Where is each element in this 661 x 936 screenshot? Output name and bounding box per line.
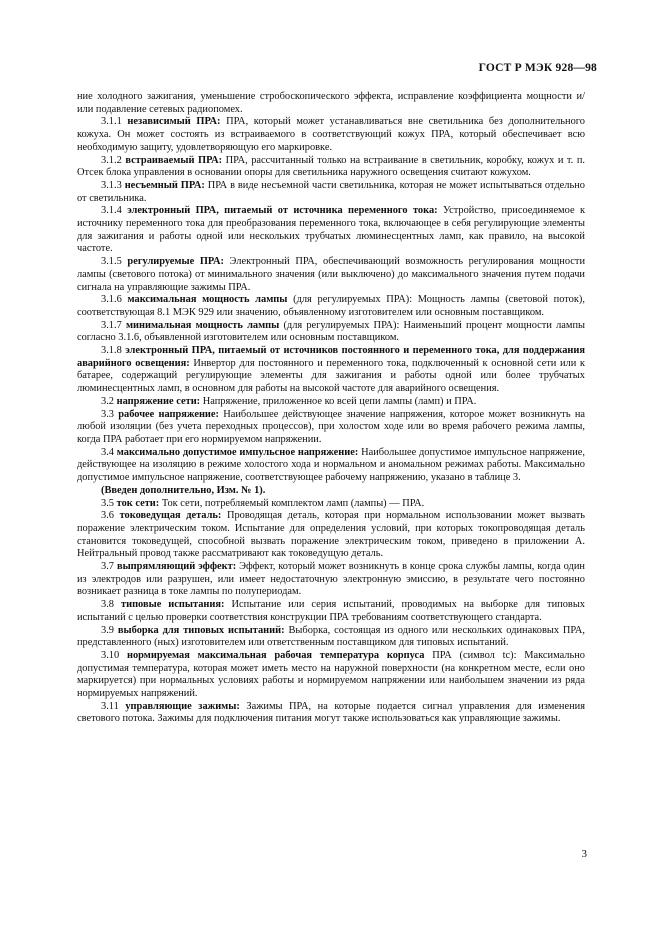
clause-number: 3.11 xyxy=(101,700,119,712)
paragraph-3-4 xyxy=(77,447,585,485)
paragraph-text: Устройство, присоединяемое к источнику переменного тока для преобразования переменного тока, включающее в себя регулирующие элементы для зажигания и работы одной или нескольких трубчатых люминесцентных ламп, как правило, на высокой частоте. xyxy=(77,205,585,255)
paragraph-3-11 xyxy=(77,701,585,726)
clause-number: 3.1.3 xyxy=(101,179,122,191)
paragraph-text: Инвертор для постоянного и переменного тока, подключенный к основной сети или к батарее, содержащий регулирующие элементы для зажигания и работы одной или более трубчатых люминесцентных ламп, в основном для работы на высокой частоте для аварийного освещения. xyxy=(77,357,585,395)
paragraph-3-1-4 xyxy=(77,205,585,256)
clause-number: 3.1.5 xyxy=(101,256,122,268)
paragraph-3-1-6 xyxy=(77,294,585,319)
paragraph-text: Ток сети, потребляемый комплектом ламп (лампы) — ПРА. xyxy=(161,497,425,509)
document-body xyxy=(77,91,585,726)
clause-number: 3.2 xyxy=(101,395,114,407)
paragraph-text: Зажимы ПРА, на которые подается сигнал управления для изменения светового потока. Зажимы для подключения питания могут также использоваться как управляющие зажимы. xyxy=(77,700,585,725)
paragraph-3-3 xyxy=(77,409,585,447)
term: типовые испытания: xyxy=(120,599,225,611)
paragraph-text: ние холодного зажигания, уменьшение стробоскопического эффекта, исправление коэффициента мощности и/ или подавление сетевых радиопомех. xyxy=(77,91,585,115)
term: выпрямляющий эффект: xyxy=(116,561,237,573)
term: нормируемая максимальная рабочая температура корпуса xyxy=(127,649,425,661)
paragraph-text: Эффект, который может возникнуть в конце срока службы лампы, когда один из электродов или разрушен, или имеет недостаточную электронную эмиссию, в результате чего постоянно возникает разница в токе лампы по полупериодам. xyxy=(77,561,585,598)
paragraph-3-1-5 xyxy=(77,256,585,294)
term: электронный ПРА, питаемый от источника переменного тока: xyxy=(127,205,438,217)
paragraph-3-1-7 xyxy=(77,320,585,345)
amendment-note xyxy=(77,485,585,498)
paragraph-continuation xyxy=(77,91,585,116)
paragraph-text: (для регулируемых ПРА): Наименьший процент мощности лампы согласно 3.1.6, объявленной изготовителем или основным поставщиком. xyxy=(77,319,585,344)
clause-number: 3.4 xyxy=(101,446,114,458)
term: напряжение сети: xyxy=(116,395,201,407)
clause-number: 3.1.6 xyxy=(101,294,122,306)
paragraph-text: Наибольшее допустимое импульсное напряжение, действующее на изоляцию в режиме холостого хода и нормальном и аномальном режимах работы. Максимально допустимое импульсное напряжение, соответствующее рабочему напряжению, указано в таблице 3. xyxy=(77,446,586,484)
standard-code-header: ГОСТ Р МЭК 928—98 xyxy=(478,62,597,74)
term: несъемный ПРА: xyxy=(124,179,205,191)
paragraph-text: ПРА, который может устанавливаться вне светильника без дополнительного кожуха. Он может состоять из встраиваемого в соответствующий кожух ПРА, который обеспечивает всю необходимую защиту, удовлетворяющую его маркировке. xyxy=(77,116,585,153)
term: электронный ПРА, питаемый от источников постоянного и переменного тока, для поддержания аварийного освещения: xyxy=(77,345,585,369)
paragraph-text: (для регулируемых ПРА): Мощность лампы (световой поток), соответствующая 8.1 МЭК 929 или значению, объявленному изготовителем или основным поставщиком. xyxy=(77,294,585,318)
clause-number: 3.8 xyxy=(101,599,114,611)
paragraph-3-5 xyxy=(77,498,585,511)
clause-number: 3.5 xyxy=(101,497,114,509)
paragraph-text: ПРА (символ tc): Максимально допустимая температура, которая может иметь место на наружной поверхности (на конкретном месте, если оно маркируется) при нормальных условиях работы и нормируемом напряжении или наибольшем значении из ряда нормируемых напряжений. xyxy=(77,649,585,700)
term: рабочее напряжение: xyxy=(118,408,219,420)
paragraph-3-1-1 xyxy=(77,116,585,154)
term: максимально допустимое импульсное напряжение: xyxy=(116,446,359,458)
clause-number: 3.1.8 xyxy=(101,345,122,357)
term: токоведущая деталь: xyxy=(119,510,222,522)
paragraph-text: Наибольшее действующее значение напряжения, которое может возникнуть на любой изоляции (без учета переходных процессов), при холостом ходе или во время рабочего режима лампы, когда ПРА работает при его нормируемом напряжении. xyxy=(77,408,585,445)
paragraph-text: Выборка, состоящая из одного или нескольких одинаковых ПРА, представленного (ных) изготовителем или ответственным поставщиком для типовых испытаний. xyxy=(77,624,585,649)
paragraph-text: ПРА в виде несъемной части светильника, которая не может испытываться отдельно от светильника. xyxy=(77,179,585,204)
page-number: 3 xyxy=(581,848,587,860)
clause-number: 3.10 xyxy=(101,649,120,661)
paragraph-text: Испытание или серия испытаний, проводимых на выборке для типовых испытаний с целью проверки соответствия конструкции ПРА требованиям соответствующего стандарта. xyxy=(77,599,586,623)
paragraph-3-7 xyxy=(77,561,585,599)
paragraph-3-1-3 xyxy=(77,180,585,205)
clause-number: 3.1.4 xyxy=(101,205,122,217)
clause-number: 3.1.1 xyxy=(101,116,122,128)
clause-number: 3.3 xyxy=(101,408,114,420)
clause-number: 3.7 xyxy=(101,561,114,573)
paragraph-3-1-8 xyxy=(77,345,585,396)
paragraph-3-10 xyxy=(77,650,585,701)
term: управляющие зажимы: xyxy=(125,700,240,712)
paragraph-3-6 xyxy=(77,510,585,561)
term: минимальная мощность лампы xyxy=(125,319,280,331)
paragraph-3-1-2 xyxy=(77,155,585,180)
paragraph-text: Электронный ПРА, обеспечивающий возможность регулирования мощности лампы (светового потока) от минимального значения (или выключено) до максимального значения путем подачи сигнала на управляющие зажимы ПРА. xyxy=(77,256,585,293)
clause-number: 3.1.2 xyxy=(101,154,122,166)
term: ток сети: xyxy=(116,497,160,509)
term: максимальная мощность лампы xyxy=(127,294,288,306)
paragraph-3-2 xyxy=(77,396,585,409)
term: встраиваемый ПРА: xyxy=(125,154,223,166)
amendment-text: (Введен дополнительно, Изм. № 1). xyxy=(101,484,266,496)
paragraph-text: Проводящая деталь, которая при нормальном использовании может вызвать поражение электрическим током. Испытание для определения условий, при которых токопроводящая деталь становится токоведущей, способной вызвать поражение электрическим током, приведено в приложении А. Нейтральный провод также рассматривают как токоведущую деталь. xyxy=(77,510,585,560)
paragraph-3-8 xyxy=(77,599,585,624)
paragraph-text: Напряжение, приложенное ко всей цепи лампы (ламп) и ПРА. xyxy=(202,395,477,407)
term: регулируемые ПРА: xyxy=(127,256,224,268)
term: независимый ПРА: xyxy=(127,116,221,128)
clause-number: 3.6 xyxy=(101,510,114,522)
paragraph-text: ПРА, рассчитанный только на встраивание в светильник, коробку, кожух и т. п. Отсек блока управления в основании опоры для светильника наружного освещения считают кожухом. xyxy=(77,154,585,179)
paragraph-3-9 xyxy=(77,625,585,650)
term: выборка для типовых испытаний: xyxy=(117,624,285,636)
clause-number: 3.1.7 xyxy=(101,319,122,331)
clause-number: 3.9 xyxy=(101,624,114,636)
